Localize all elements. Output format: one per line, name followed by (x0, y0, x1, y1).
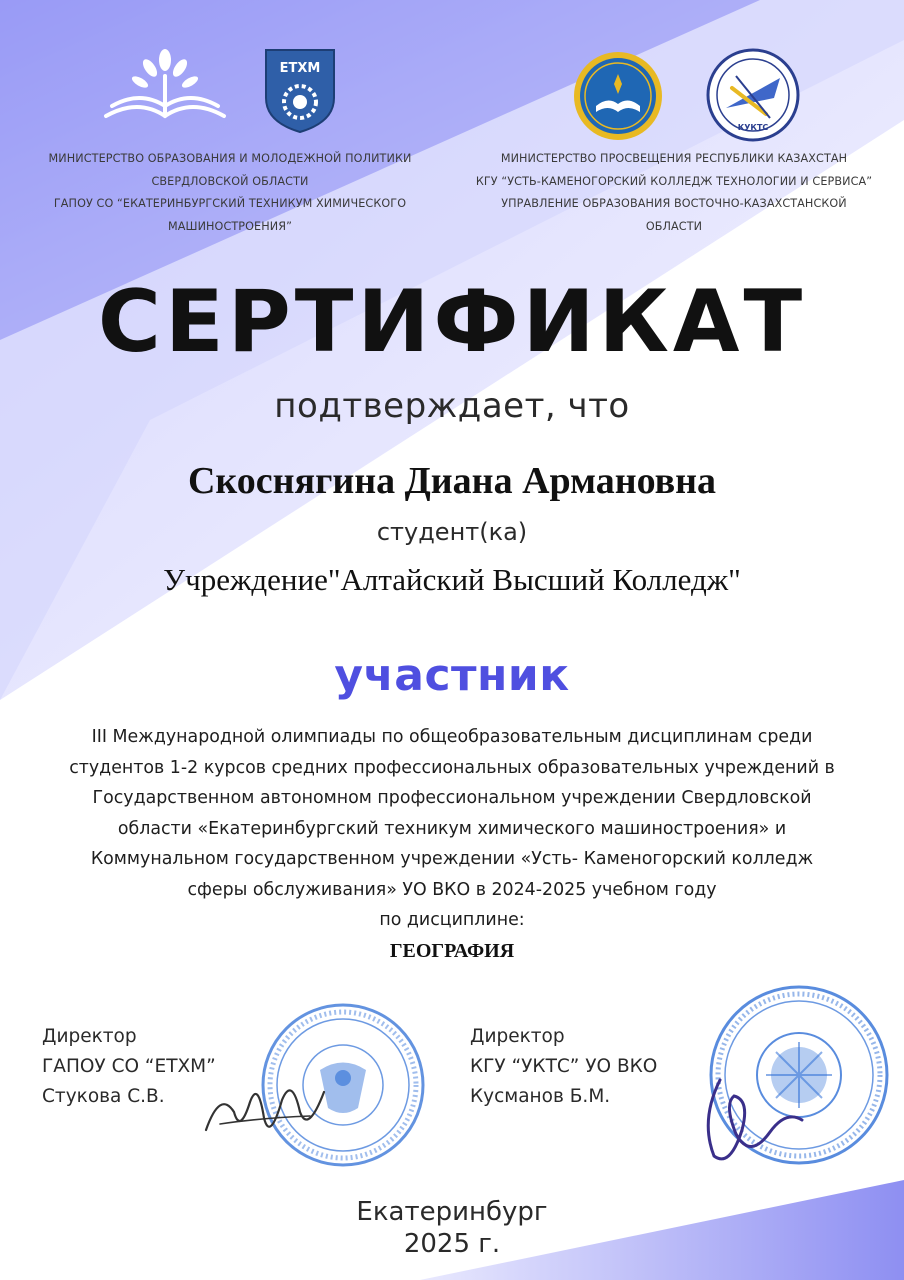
footer (0, 1196, 904, 1260)
footer-year: 2025 г. (403, 1229, 501, 1259)
description-line: III Международной олимпиады по общеобразовательным дисциплинам среди (91, 727, 813, 747)
confirms-text: подтверждает, что (274, 386, 630, 426)
left-signer-name: Стукова С.В. (42, 1086, 165, 1107)
description-line: области «Екатеринбургский техникум химического машиностроения» и (117, 818, 787, 839)
header-left-line: СВЕРДЛОВСКОЙ ОБЛАСТИ (151, 174, 309, 188)
left-signer-position: Директор (42, 1026, 137, 1047)
college-emblem (706, 48, 800, 142)
left-signature (200, 1072, 330, 1152)
award-role: участник (334, 650, 570, 701)
header-left (20, 148, 440, 238)
footer-city: Екатеринбург (356, 1197, 548, 1227)
header-right-line: ОБЛАСТИ (645, 219, 703, 233)
description-line: сферы обслуживания» УО ВКО в 2024-2025 учебном году (187, 879, 717, 900)
description-line: по дисциплине: (379, 910, 525, 930)
college-emblem-text: КУКТС (737, 123, 769, 132)
event-description (60, 722, 844, 936)
right-signature (690, 1060, 810, 1170)
etxm-emblem-text: ЕТХМ (279, 61, 321, 76)
header-right (454, 148, 894, 238)
kazakhstan-education-emblem (572, 50, 664, 142)
recipient-name: Скоснягина Диана Армановна (187, 460, 717, 502)
header-right-line: УПРАВЛЕНИЕ ОБРАЗОВАНИЯ ВОСТОЧНО-КАЗАХСТАНСКОЙ (501, 197, 847, 210)
description-line: студентов 1-2 курсов средних профессиональных образовательных учреждений в (69, 757, 835, 778)
header-right-line: МИНИСТЕРСТВО ПРОСВЕЩЕНИЯ РЕСПУБЛИКИ КАЗАХСТАН (500, 152, 848, 165)
right-signer-position: Директор (470, 1026, 565, 1047)
header-left-line: МИНИСТЕРСТВО ОБРАЗОВАНИЯ И МОЛОДЕЖНОЙ ПОЛИТИКИ (48, 152, 412, 165)
header-left-line: МАШИНОСТРОЕНИЯ” (168, 219, 292, 233)
etxm-emblem (260, 44, 340, 134)
left-signer-organization: ГАПОУ СО “ЕТХМ” (42, 1056, 216, 1077)
description-line: Коммунальном государственном учреждении «Усть- Каменогорский колледж (90, 849, 814, 869)
header-left-line: ГАПОУ СО “ЕКАТЕРИНБУРГСКИЙ ТЕХНИКУМ ХИМИЧЕСКОГО (53, 197, 407, 210)
right-signer-name: Кусманов Б.М. (470, 1086, 611, 1107)
left-signature-block (42, 1022, 216, 1112)
discipline-name: ГЕОГРАФИЯ (389, 940, 515, 962)
recipient-institution: Учреждение"Алтайский Высший Колледж" (163, 562, 741, 597)
header-right-line: КГУ “УСТЬ-КАМЕНОГОРСКИЙ КОЛЛЕДЖ ТЕХНОЛОГИИ И СЕРВИСА” (475, 174, 873, 188)
certificate-title: СЕРТИФИКАТ (97, 272, 807, 372)
recipient-status: студент(ка) (376, 518, 528, 546)
right-signature-block (470, 1022, 657, 1112)
book-tree-logo (98, 46, 232, 128)
right-signer-organization: КГУ “УКТС” УО ВКО (470, 1056, 658, 1077)
description-line: Государственном автономном профессиональном учреждении Свердловской (92, 788, 812, 808)
